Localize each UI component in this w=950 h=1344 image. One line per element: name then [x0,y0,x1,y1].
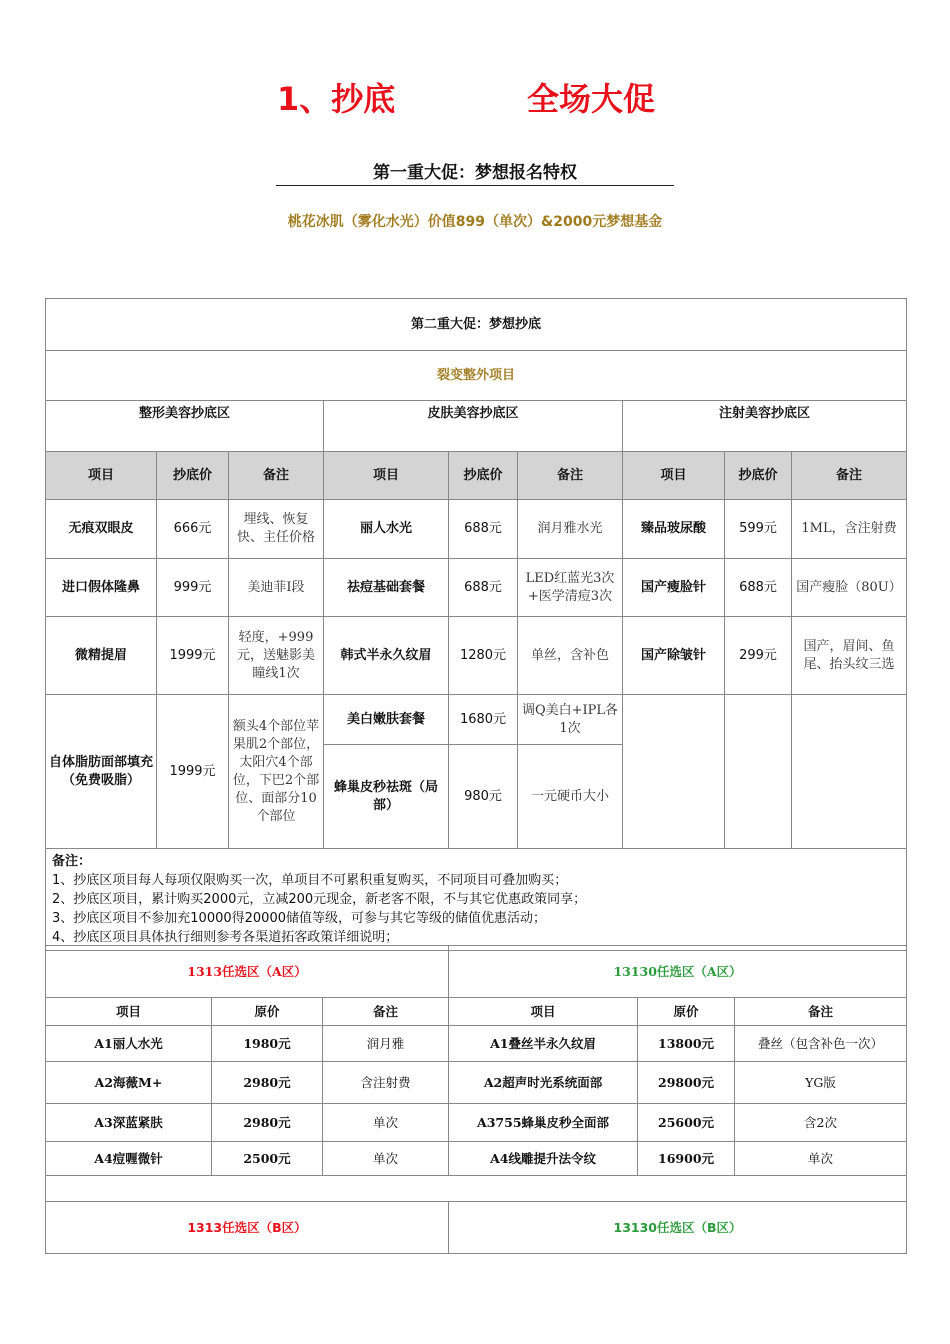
item-price: 688元 [449,500,518,559]
item-name: A1叠丝半永久纹眉 [449,1026,638,1062]
item-price: 2980元 [212,1062,323,1104]
item-price: 599元 [725,500,792,559]
remark-line: 3、抄底区项目不参加充10000得20000储值等级，可参与其它等级的储值优惠活动； [52,911,546,926]
zone-table [45,945,907,1254]
item-note: 一元硬币大小 [518,745,623,849]
col-item: 项目 [46,998,212,1026]
col-price: 抄底价 [157,452,229,500]
item-name: A4线雕提升法令纹 [449,1142,638,1176]
item-note: 润月雅 [323,1026,449,1062]
item-note: 单次 [323,1142,449,1176]
col-price: 抄底价 [449,452,518,500]
table-row [46,1026,907,1062]
item-name: A2超声时光系统面部 [449,1062,638,1104]
col-price: 原价 [212,998,323,1026]
empty-cell [623,695,725,849]
item-price: 688元 [449,559,518,617]
page-title-part1: 1、抄底 [277,80,396,118]
promo2-table [45,298,907,951]
item-name: 臻品玻尿酸 [623,500,725,559]
item-name: 自体脂肪面部填充（免费吸脂） [46,695,157,849]
item-note: 叠丝（包含补色一次） [735,1026,907,1062]
item-price: 2980元 [212,1104,323,1142]
item-note: 调Q美白+IPL各1次 [518,695,623,745]
item-price: 999元 [157,559,229,617]
item-price: 2500元 [212,1142,323,1176]
item-name: 进口假体隆鼻 [46,559,157,617]
item-note: 1ML，含注射费 [792,500,907,559]
col-note: 备注 [323,998,449,1026]
item-name: 韩式半永久纹眉 [324,617,449,695]
item-note: 含2次 [735,1104,907,1142]
item-price: 1280元 [449,617,518,695]
item-price: 29800元 [638,1062,735,1104]
remarks-label: 备注： [52,854,92,869]
table-row [46,559,907,617]
item-note: 美迪菲I段 [229,559,324,617]
zoneA-left-title: 1313任选区（A区） [46,946,449,998]
table-row [46,695,907,745]
item-note: YG版 [735,1062,907,1104]
item-price: 25600元 [638,1104,735,1142]
col-note: 备注 [229,452,324,500]
item-note: 单次 [735,1142,907,1176]
item-price: 666元 [157,500,229,559]
zone-inject: 注射美容抄底区 [623,401,907,452]
item-name: 丽人水光 [324,500,449,559]
col-note: 备注 [518,452,623,500]
item-name: 国产瘦脸针 [623,559,725,617]
item-price: 1680元 [449,695,518,745]
item-price: 299元 [725,617,792,695]
item-name: A3深蓝紧肤 [46,1104,212,1142]
item-name: A3755蜂巢皮秒全面部 [449,1104,638,1142]
item-price: 1980元 [212,1026,323,1062]
col-price: 抄底价 [725,452,792,500]
item-name: 蜂巢皮秒祛斑（局部） [324,745,449,849]
item-note: 额头4个部位苹果肌2个部位，太阳穴4个部位，下巴2个部位、面部分10个部位 [229,695,324,849]
item-price: 16900元 [638,1142,735,1176]
item-name: 祛痘基础套餐 [324,559,449,617]
item-note: 含注射费 [323,1062,449,1104]
remarks [46,849,907,951]
item-price: 1999元 [157,617,229,695]
item-name: A1丽人水光 [46,1026,212,1062]
zoneA-right-title: 13130任选区（A区） [449,946,907,998]
item-name: 国产除皱针 [623,617,725,695]
remark-line: 2、抄底区项目，累计购买2000元，立减200元现金，新老客不限，不与其它优惠政策同享； [52,892,587,907]
promo2-heading: 第二重大促：梦想抄底 [46,299,907,351]
zone-skin: 皮肤美容抄底区 [324,401,623,452]
col-item: 项目 [449,998,638,1026]
col-item: 项目 [623,452,725,500]
item-price: 1999元 [157,695,229,849]
remark-line: 4、抄底区项目具体执行细则参考各渠道拓客政策详细说明； [52,930,399,945]
item-name: A4痘喱微针 [46,1142,212,1176]
empty-cell [725,695,792,849]
item-price: 13800元 [638,1026,735,1062]
promo1-gift: 桃花冰肌（雾化水光）价值899（单次）&2000元梦想基金 [287,214,663,230]
empty-cell [792,695,907,849]
table-row [46,1104,907,1142]
item-price: 688元 [725,559,792,617]
item-name: A2海薇M+ [46,1062,212,1104]
page-title-part2: 全场大促 [527,80,656,118]
item-name: 美白嫩肤套餐 [324,695,449,745]
col-note: 备注 [735,998,907,1026]
remark-line: 1、抄底区项目每人每项仅限购买一次，单项目不可累积重复购买，不同项目可叠加购买； [52,873,568,888]
item-note: 埋线、恢复快、主任价格 [229,500,324,559]
promo2-section: 裂变整外项目 [46,351,907,401]
item-name: 无痕双眼皮 [46,500,157,559]
table-row [46,617,907,695]
zone-plastic: 整形美容抄底区 [46,401,324,452]
item-note: LED红蓝光3次+医学清痘3次 [518,559,623,617]
item-note: 单次 [323,1104,449,1142]
table-row [46,500,907,559]
item-note: 单丝，含补色 [518,617,623,695]
col-item: 项目 [324,452,449,500]
table-row [46,1142,907,1176]
spacer-row [46,1176,907,1202]
col-price: 原价 [638,998,735,1026]
col-note: 备注 [792,452,907,500]
item-note: 轻度，+999元，送魅影美瞳线1次 [229,617,324,695]
col-item: 项目 [46,452,157,500]
table-row [46,1062,907,1104]
zoneB-right-title: 13130任选区（B区） [449,1202,907,1254]
item-price: 980元 [449,745,518,849]
promo1-heading: 第一重大促：梦想报名特权 [276,158,674,186]
item-name: 微精提眉 [46,617,157,695]
item-note: 润月雅水光 [518,500,623,559]
item-note: 国产，眉间、鱼尾、抬头纹三选 [792,617,907,695]
zoneB-left-title: 1313任选区（B区） [46,1202,449,1254]
item-note: 国产瘦脸（80U） [792,559,907,617]
